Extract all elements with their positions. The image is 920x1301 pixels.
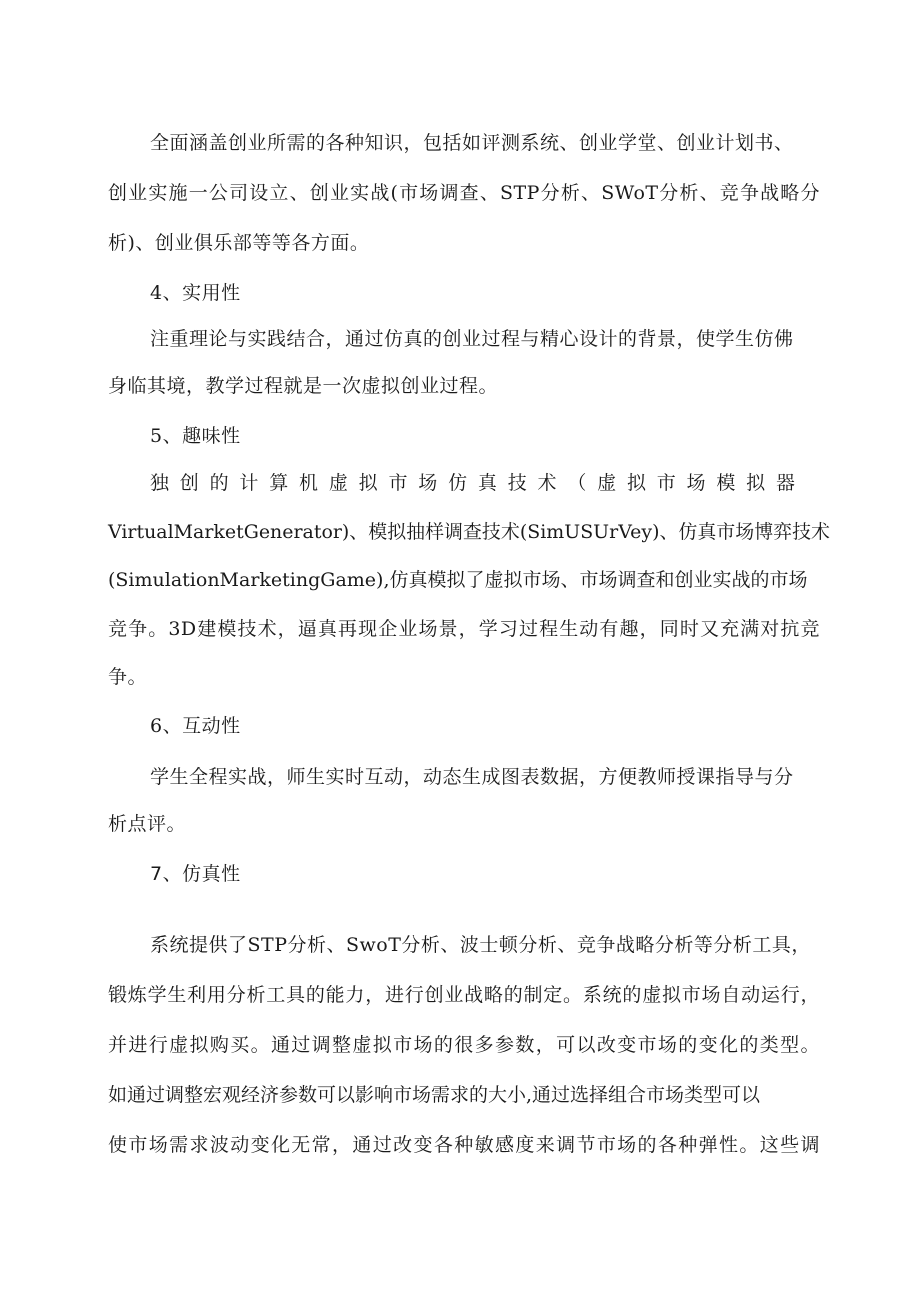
paragraph-line: 系统提供了STP分析、SwoT分析、波士顿分析、竞争战略分析等分析工具， <box>150 934 811 956</box>
paragraph-line: VirtualMarketGenerator)、模拟抽样调查技术(SimUSUrVey)、仿真市场博弈技术 <box>108 521 830 543</box>
paragraph-line: 并进行虚拟购买。通过调整虚拟市场的很多参数，可以改变市场的变化的类型。 <box>108 1034 820 1056</box>
paragraph-line: 全面涵盖创业所需的各种知识，包括如评测系统、创业学堂、创业计划书、 <box>150 132 794 154</box>
paragraph-line: 身临其境，教学过程就是一次虚拟创业过程。 <box>108 375 499 397</box>
paragraph-line: 析点评。 <box>108 813 187 835</box>
paragraph-line: 学生全程实战，师生实时互动，动态生成图表数据，方便教师授课指导与分 <box>150 766 794 788</box>
paragraph-line: 注重理论与实践结合，通过仿真的创业过程与精心设计的背景，使学生仿佛 <box>150 328 794 350</box>
paragraph-line: 竞争。3D建模技术，逼真再现企业场景，学习过程生动有趣，同时又充满对抗竞 <box>108 618 820 640</box>
section-heading: 6、互动性 <box>150 715 241 737</box>
section-heading: 5、趣味性 <box>150 425 241 447</box>
paragraph-line: 独创的计算机虚拟市场仿真技术（虚拟市场模拟器 <box>150 472 798 494</box>
paragraph-line: 如通过调整宏观经济参数可以影响市场需求的大小,通过选择组合市场类型可以 <box>108 1084 761 1106</box>
section-heading: 7、仿真性 <box>150 863 241 885</box>
paragraph-line: 创业实施一公司设立、创业实战(市场调查、STP分析、SWoT分析、竞争战略分 <box>108 182 820 204</box>
paragraph-line: 使市场需求波动变化无常，通过改变各种敏感度来调节市场的各种弹性。这些调 <box>108 1134 820 1156</box>
paragraph-line: 争。 <box>108 666 148 688</box>
paragraph-line: 析)、创业俱乐部等等各方面。 <box>108 232 370 254</box>
paragraph-line: (SimulationMarketingGame),仿真模拟了虚拟市场、市场调查和创业实战的市场 <box>108 569 808 591</box>
section-heading: 4、实用性 <box>150 282 241 304</box>
paragraph-line: 锻炼学生利用分析工具的能力，进行创业战略的制定。系统的虚拟市场自动运行， <box>108 984 820 1006</box>
